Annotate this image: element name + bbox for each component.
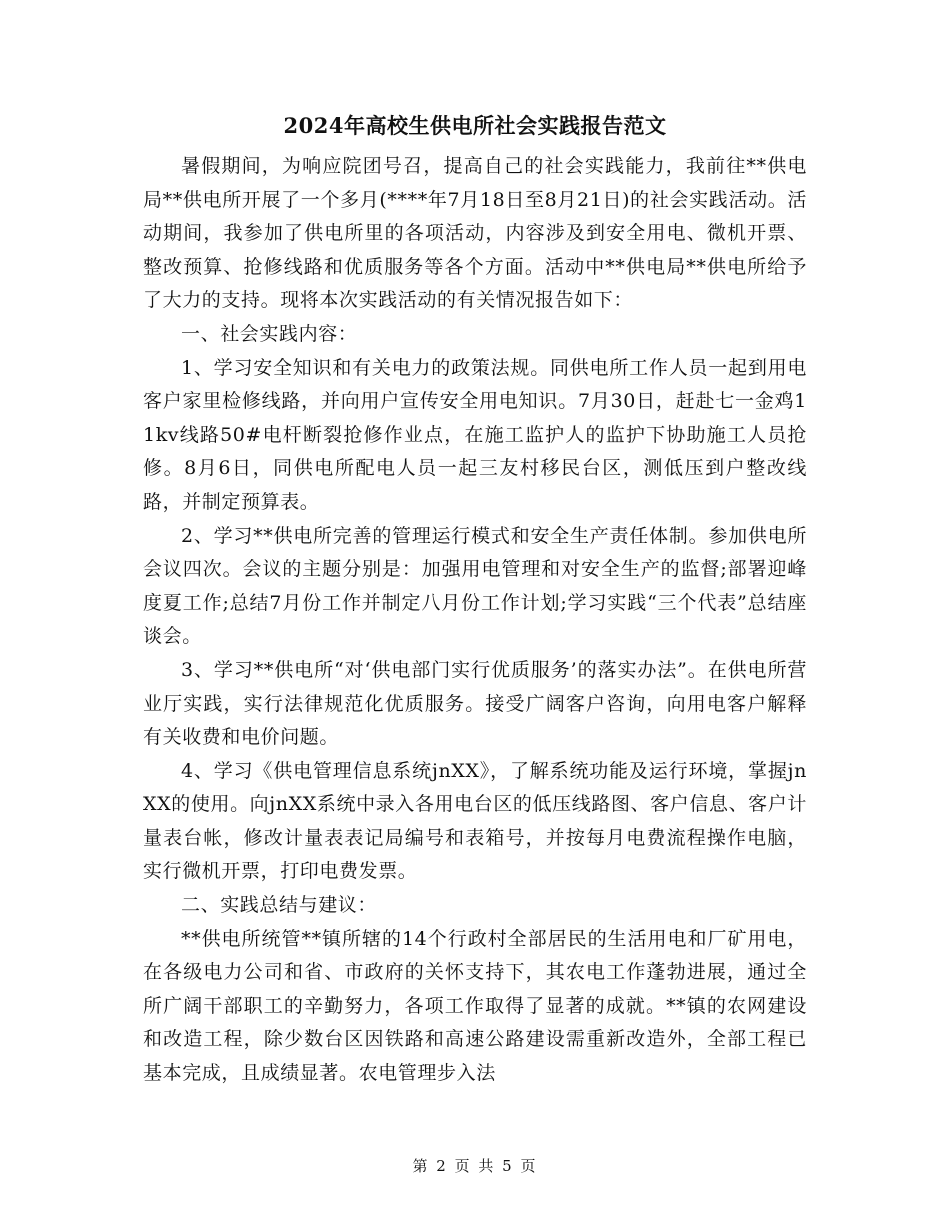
paragraph-item-2: 2、学习**供电所完善的管理运行模式和安全生产责任体制。参加供电所会议四次。会议的主题分别是：加强用电管理和对安全生产的监督;部署迎峰度夏工作;总结7月份工作并制定八月份工作计划;学习实践“三个代表”总结座谈会。	[143, 524, 807, 648]
section-heading-summary: 二、实践总结与建议：	[181, 894, 378, 917]
paragraph-intro: 暑假期间，为响应院团号召，提高自己的社会实践能力，我前往**供电局**供电所开展了一个多月(****年7月18日至8月21日)的社会实践活动。活动期间，我参加了供电所里的各项活动，内容涉及到安全用电、微机开票、整改预算、抢修线路和优质服务等各个方面。活动中**供电局**供电所给予了大力的支持。现将本次实践活动的有关情况报告如下：	[143, 155, 807, 312]
page-footer: 第 2 页 共 5 页	[412, 1157, 538, 1175]
paragraph-item-4: 4、学习《供电管理信息系统jnXX》，了解系统功能及运行环境，掌握jnXX的使用。向jnXX系统中录入各用电台区的低压线路图、客户信息、客户计量表台帐，修改计量表表记局编号和表箱号，并按每月电费流程操作电脑，实行微机开票，打印电费发票。	[143, 759, 807, 883]
document-title: 2024年高校生供电所社会实践报告范文	[283, 113, 667, 138]
paragraph-item-3: 3、学习**供电所“对‘供电部门实行优质服务’的落实办法”。在供电所营业厅实践，实行法律规范化优质服务。接受广阔客户咨询，向用电客户解释有关收费和电价问题。	[143, 658, 807, 749]
document-body	[143, 150, 807, 1091]
paragraph-item-1: 1、学习安全知识和有关电力的政策法规。同供电所工作人员一起到用电客户家里检修线路，并向用户宣传安全用电知识。7月30日，赶赴七一金鸡11kv线路50#电杆断裂抢修作业点，在施工监护人的监护下协助施工人员抢修。8月6日，同供电所配电人员一起三友村移民台区，测低压到户整改线路，并制定预算表。	[143, 356, 807, 513]
paragraph-summary: **供电所统管**镇所辖的14个行政村全部居民的生活用电和厂矿用电，在各级电力公司和省、市政府的关怀支持下，其农电工作蓬勃进展，通过全所广阔干部职工的辛勤努力，各项工作取得了显著的成就。**镇的农网建设和改造工程，除少数台区因铁路和高速公路建设需重新改造外，全部工程已基本完成，且成绩显著。农电管理步入法	[143, 927, 807, 1085]
section-heading-content: 一、社会实践内容：	[181, 322, 358, 345]
